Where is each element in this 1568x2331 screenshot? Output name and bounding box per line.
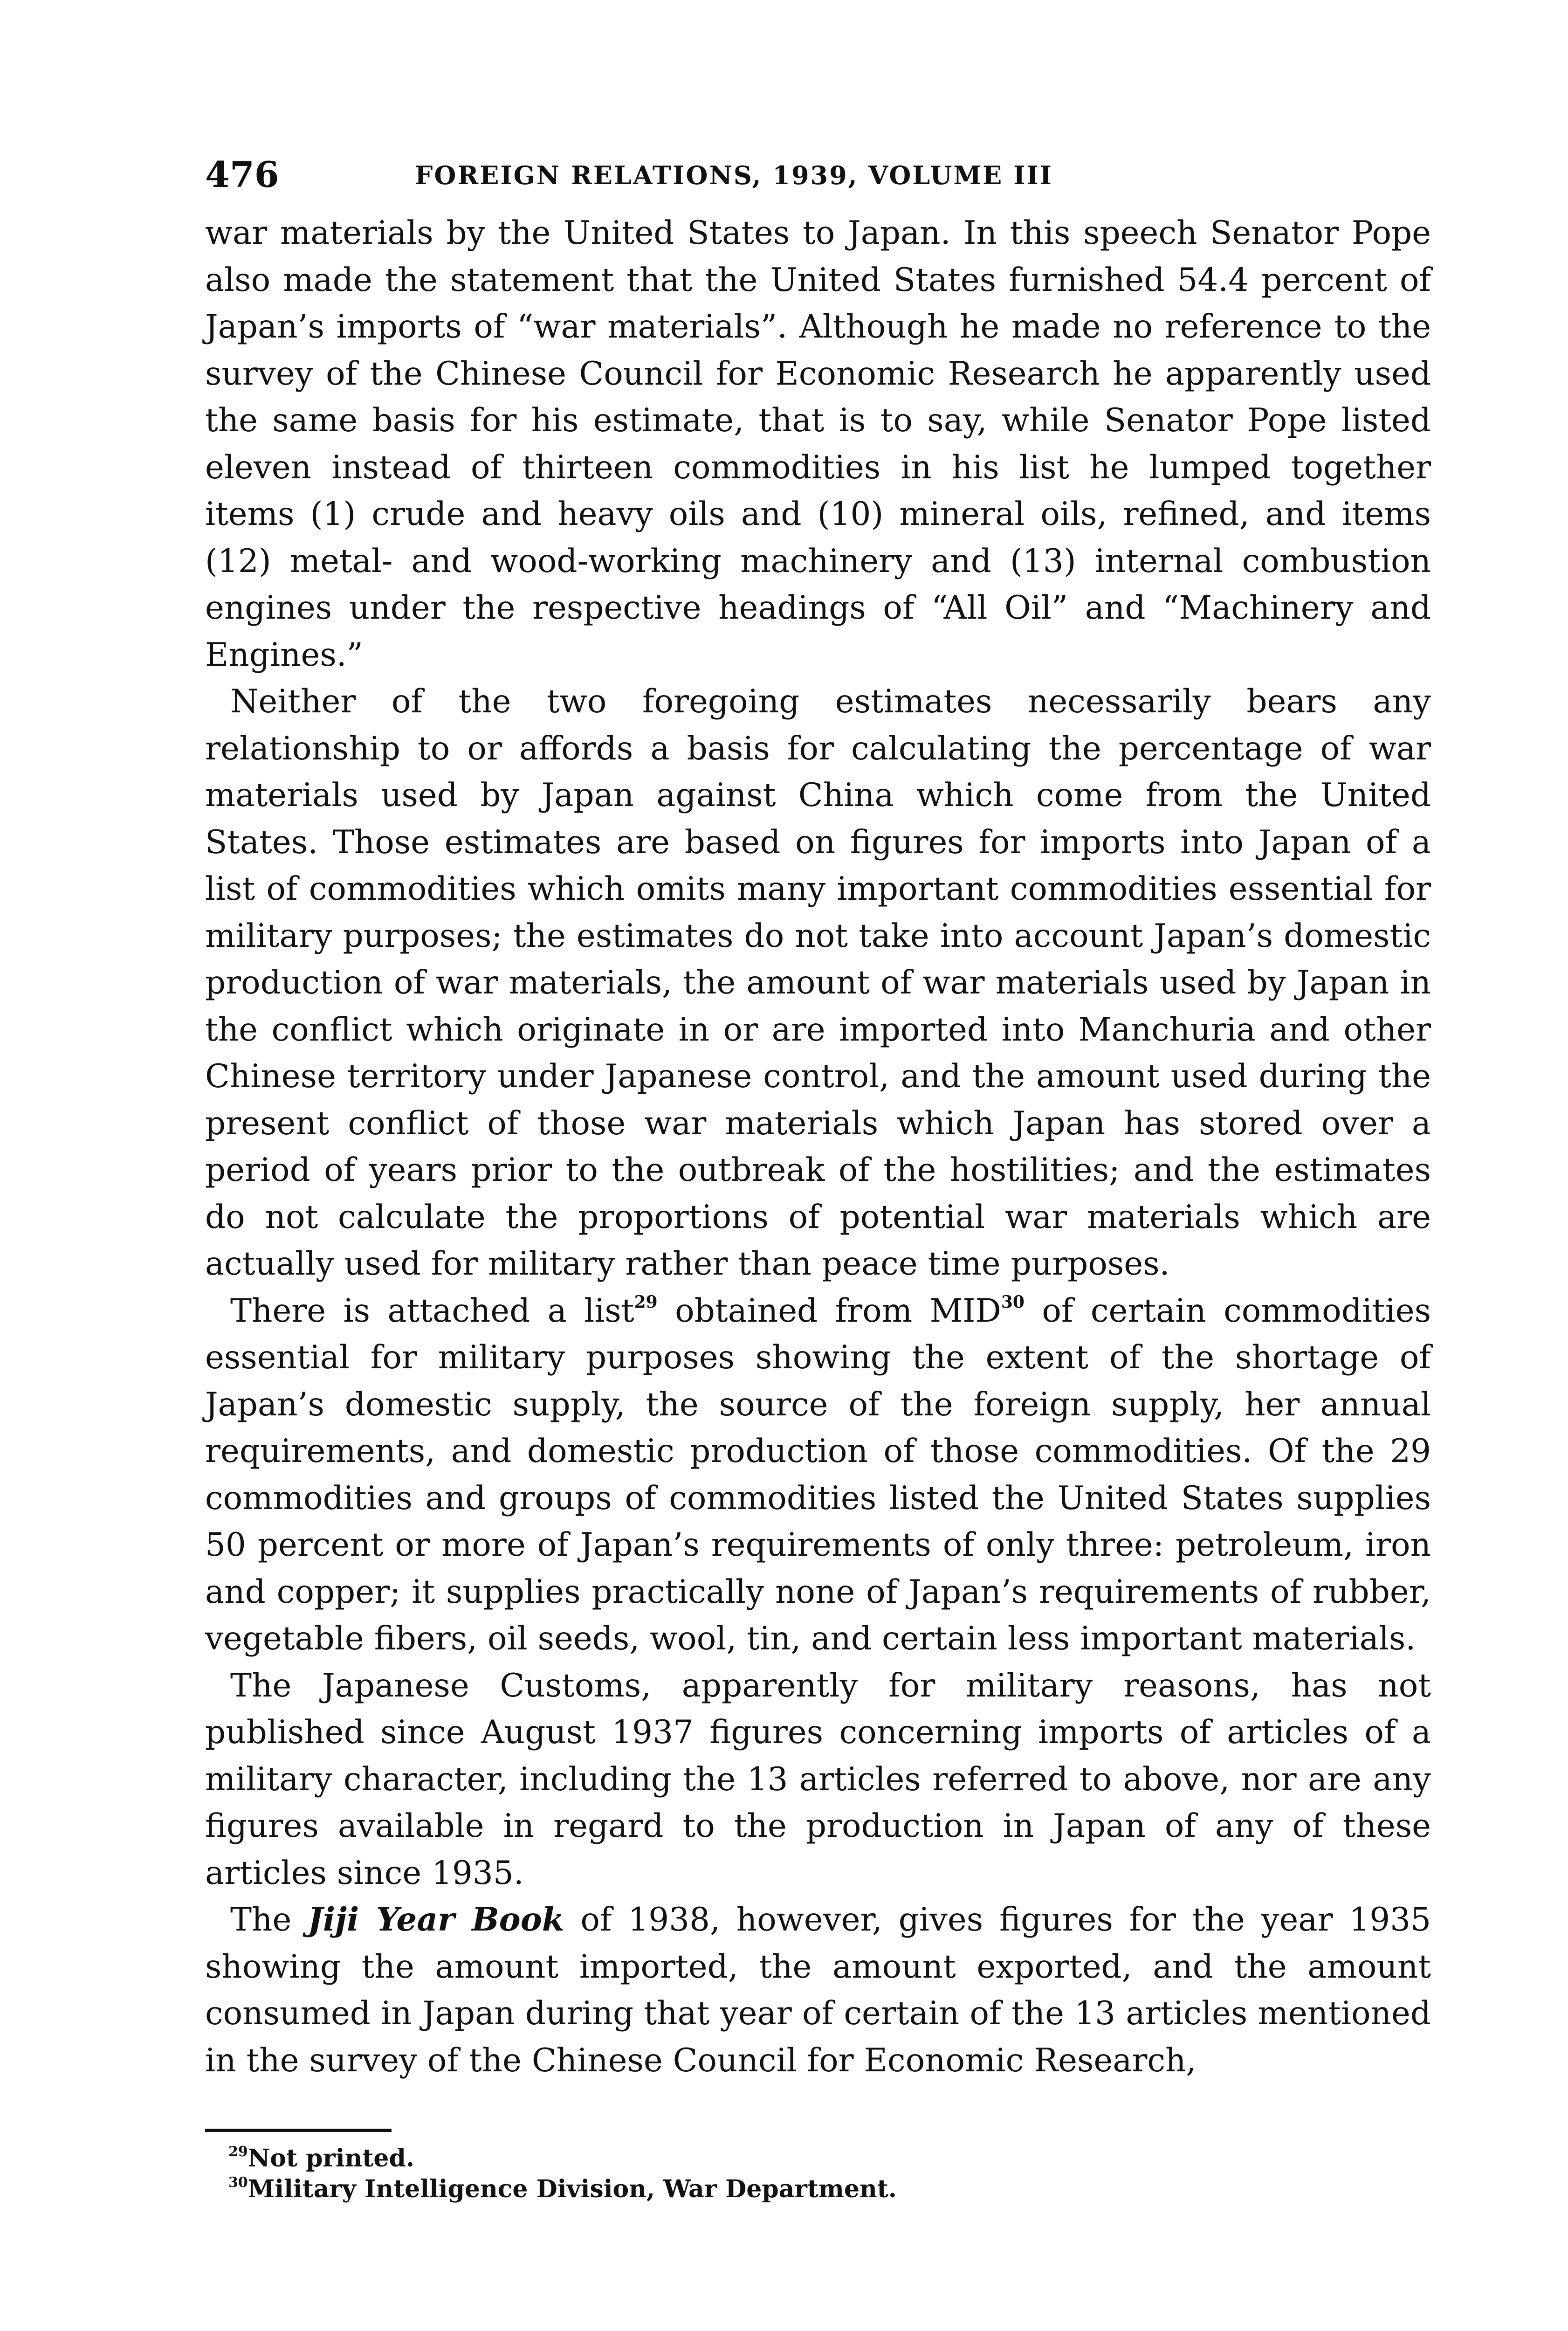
paragraph-1: war materials by the United States to Japan. In this speech Senator Pope also made the statement that the United States furnished 54.4 percent of Japan’s imports of “war materials”. Although he made no reference to the survey of the Chinese Council for Economic Research he apparently used the same basis for his estimate, that is to say, while Senator Pope listed eleven instead of thirteen commodities in his list he lumped together items (1) crude and heavy oils and (10) mineral oils, refined, and items (12) metal- and wood-working machinery and (13) internal combustion engines under the respective headings of “All Oil” and “Machinery and Engines.” bbox=[205, 214, 1431, 674]
page-number: 476 bbox=[205, 154, 279, 195]
footnote-mark: 29 bbox=[228, 2144, 248, 2160]
paragraph-3 bbox=[205, 1288, 1431, 1662]
footnote-30 bbox=[205, 2174, 1431, 2205]
footnote-ref-30: 30 bbox=[1001, 1292, 1025, 1312]
paragraph-5 bbox=[205, 1897, 1431, 2084]
running-title: FOREIGN RELATIONS, 1939, VOLUME III bbox=[415, 160, 1053, 190]
paragraph-4: The Japanese Customs, apparently for military reasons, has not published since August 1937 figures concerning imports of articles of a military character, including the 13 articles referred to above, nor are any figures available in regard to the production in Japan of any of these articles since 1935. bbox=[205, 1667, 1431, 1892]
paragraph-3-text-a: There is attached a list bbox=[230, 1292, 634, 1330]
body-text bbox=[205, 210, 1431, 2084]
footnote-text: Military Intelligence Division, War Department. bbox=[248, 2175, 897, 2203]
footnote-29 bbox=[205, 2143, 1431, 2174]
book-title: Jiji Year Book bbox=[308, 1901, 564, 1938]
footnote-ref-29: 29 bbox=[634, 1292, 658, 1312]
paragraph-5-text-a: The bbox=[230, 1901, 308, 1938]
paragraph-2: Neither of the two foregoing estimates necessarily bears any relationship to or affords a basis for calculating the percentage of war materials used by Japan against China which come from the United States. Those estimates are based on figures for imports into Japan of a list of commodities which omits many important commodities essential for military purposes; the estimates do not take into account Japan’s domestic production of war materials, the amount of war materials used by Japan in the conflict which originate in or are imported into Manchuria and other Chinese territory under Japanese control, and the amount used during the present conflict of those war materials which Japan has stored over a period of years prior to the outbreak of the hostilities; and the estimates do not calculate the proportions of potential war materials which are actually used for military rather than peace time purposes. bbox=[205, 683, 1431, 1283]
paragraph-5-text-b: of 1938, however, gives figures for the year 1935 showing the amount imported, the amount exported, and the amount consumed in Japan during that year of certain of the 13 articles mentioned in the survey of the Chinese Council for Economic Research, bbox=[205, 1901, 1431, 2079]
paragraph-3-text-c: of certain commodities essential for military purposes showing the extent of the shortage of Japan’s domestic supply, the source of the foreign supply, her annual requirements, and domestic production of those commodities. Of the 29 commodities and groups of commodities listed the United States supplies 50 percent or more of Japan’s requirements of only three: petroleum, iron and copper; it supplies practically none of Japan’s requirements of rubber, vegetable fibers, oil seeds, wool, tin, and certain less important materials. bbox=[205, 1292, 1431, 1657]
document-page bbox=[205, 154, 1431, 2205]
footnote-text: Not printed. bbox=[248, 2144, 414, 2172]
footnote-divider bbox=[205, 2129, 392, 2132]
running-head bbox=[205, 154, 1431, 210]
paragraph-3-text-b: obtained from MID bbox=[657, 1292, 1001, 1330]
footnote-mark: 30 bbox=[228, 2174, 248, 2191]
